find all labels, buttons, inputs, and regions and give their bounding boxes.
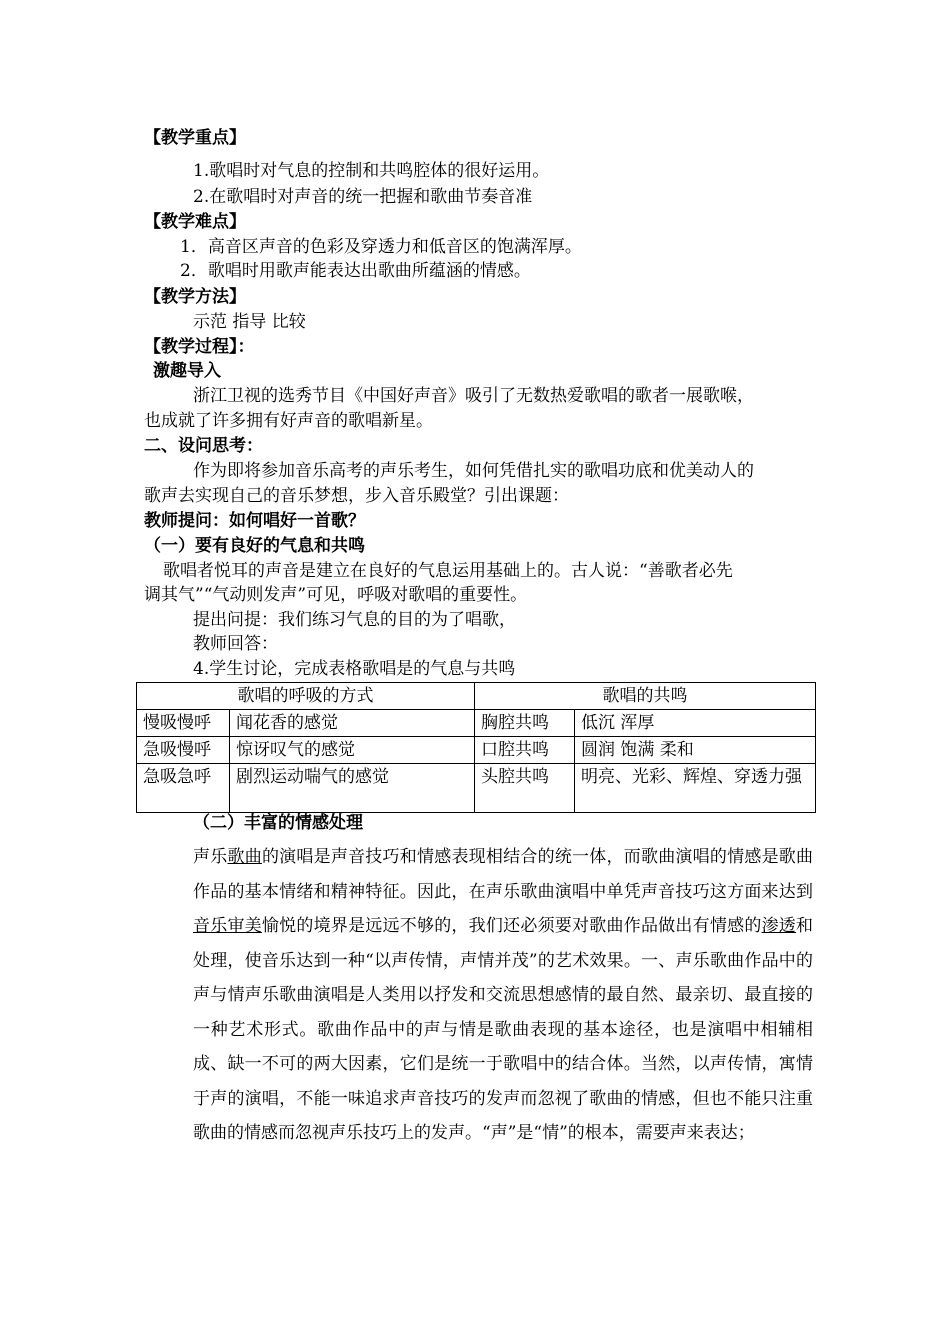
table-cell: 明亮、光彩、辉煌、穿透力强 xyxy=(575,764,816,813)
section2-heading: （二）丰富的情感处理 xyxy=(193,813,363,833)
difficulty-item: 2．歌唱时用歌声能表达出歌曲所蕴涵的情感。 xyxy=(180,261,531,281)
table-header-cell: 歌唱的呼吸的方式 xyxy=(137,683,475,710)
teacher-question: 教师提问：如何唱好一首歌？ xyxy=(144,511,365,531)
table-row xyxy=(137,737,816,764)
key-point-item: 1.歌唱时对气息的控制和共鸣腔体的很好运用。 xyxy=(193,161,550,181)
discuss-line: 4.学生讨论，完成表格歌唱是的气息与共鸣 xyxy=(193,659,516,679)
answer-line: 教师回答： xyxy=(193,634,278,654)
table-header-cell: 歌唱的共鸣 xyxy=(475,683,816,710)
breath-resonance-table xyxy=(136,682,816,813)
link-song[interactable]: 歌曲 xyxy=(227,847,262,867)
paragraph-text: 的演唱是声音技巧和情感表现相结合的统一体，而歌曲演唱的情感是歌曲作品的基本情绪和精神特征。因此，在声乐歌曲演唱中单凭声音技巧这方面来达到 xyxy=(193,847,814,902)
table-cell: 剧烈运动喘气的感觉 xyxy=(230,764,475,813)
table-cell: 闻花香的感觉 xyxy=(230,710,475,737)
table-cell: 低沉 浑厚 xyxy=(575,710,816,737)
table-cell: 胸腔共鸣 xyxy=(475,710,575,737)
question-line: 歌声去实现自己的音乐梦想，步入音乐殿堂？引出课题： xyxy=(144,486,569,506)
table-cell: 慢吸慢呼 xyxy=(137,710,230,737)
methods-heading: 【教学方法】 xyxy=(144,287,246,307)
table-cell: 头腔共鸣 xyxy=(475,764,575,813)
table-cell: 惊讶叹气的感觉 xyxy=(230,737,475,764)
key-point-item: 2.在歌唱时对声音的统一把握和歌曲节奏音准 xyxy=(193,187,533,207)
intro-heading: 激趣导入 xyxy=(153,361,221,381)
section1-line: 歌唱者悦耳的声音是建立在良好的气息运用基础上的。古人说：“善歌者必先 xyxy=(163,561,733,581)
methods-text: 示范 指导 比较 xyxy=(193,312,306,332)
intro-line: 也成就了许多拥有好声音的歌唱新星。 xyxy=(144,411,433,431)
difficulty-item: 1．高音区声音的色彩及穿透力和低音区的饱满浑厚。 xyxy=(180,237,582,257)
difficulties-heading: 【教学难点】 xyxy=(144,212,246,232)
table-row xyxy=(137,764,816,813)
link-permeate[interactable]: 渗透 xyxy=(761,916,797,936)
table-row xyxy=(137,710,816,737)
question-heading: 二、设问思考： xyxy=(144,436,263,456)
table-cell: 急吸慢呼 xyxy=(137,737,230,764)
question-line: 作为即将参加音乐高考的声乐考生，如何凭借扎实的歌唱功底和优美动人的 xyxy=(193,461,754,481)
process-heading: 【教学过程】： xyxy=(144,337,255,357)
section1-heading: （一）要有良好的气息和共鸣 xyxy=(144,536,365,556)
table-header-row xyxy=(137,683,816,710)
table-cell: 圆润 饱满 柔和 xyxy=(575,737,816,764)
section2-paragraph xyxy=(193,840,813,1151)
section1-line: 调其气”“气动则发声”可见，呼吸对歌唱的重要性。 xyxy=(144,585,528,605)
key-points-heading: 【教学重点】 xyxy=(144,128,246,148)
paragraph-text: 声乐 xyxy=(193,847,228,867)
link-music-aesthetics[interactable]: 音乐审美 xyxy=(193,916,262,936)
paragraph-text: 和处理，使音乐达到一种“以声传情，声情并茂”的艺术效果。一、声乐歌曲作品中的声与情声乐歌曲演唱是人类用以抒发和交流思想感情的最自然、最亲切、最直接的一种艺术形式。歌曲作品中的声与情是歌曲表现的基本途径，也是演唱中相辅相成、缺一不可的两大因素，它们是统一于歌唱中的结合体。当然，以声传情，寓情于声的演唱，不能一味追求声音技巧的发声而忽视了歌曲的情感，但也不能只注重歌曲的情感而忽视声乐技巧上的发声。“声”是“情”的根本，需要声来表达； xyxy=(193,916,814,1143)
ask-line: 提出问提：我们练习气息的目的为了唱歌， xyxy=(193,610,516,630)
intro-line: 浙江卫视的选秀节目《中国好声音》吸引了无数热爱歌唱的歌者一展歌喉， xyxy=(193,386,754,406)
table-cell: 急吸急呼 xyxy=(137,764,230,813)
paragraph-text: 愉悦的境界是远远不够的，我们还必须要对歌曲作品做出有情感的 xyxy=(261,916,762,936)
table-cell: 口腔共鸣 xyxy=(475,737,575,764)
